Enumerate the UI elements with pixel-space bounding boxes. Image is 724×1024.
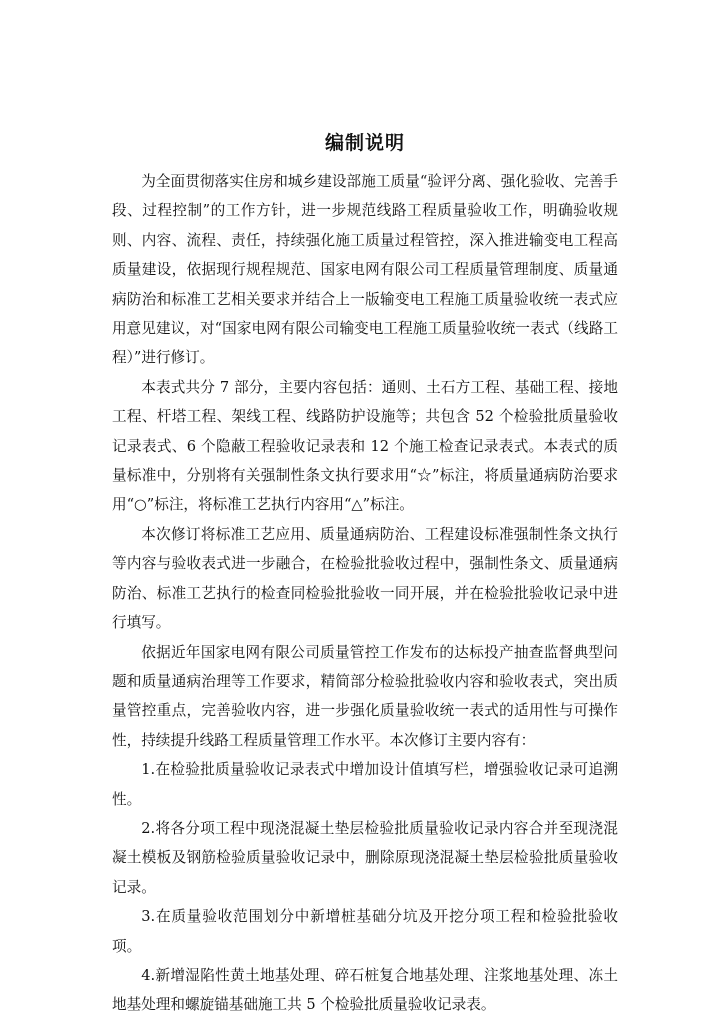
document-page xyxy=(112,128,618,1020)
paragraph-scope: 本表式共分 7 部分，主要内容包括：通则、土石方工程、基础工程、接地工程、杆塔工程、架线工程、线路防护设施等；共包含 52 个检验批质量验收记录表式、6 个隐蔽工程验收记录表和 12 个施工检查记录表式。本表式的质量标准中，分别将有关强制性条文执行要求用“☆”标注，将质量通病防治要求用“○”标注，将标准工艺执行内容用“△”标注。 xyxy=(112,378,618,514)
paragraph-item-1: 1.在检验批质量验收记录表式中增加设计值填写栏，增强验收记录可追溯性。 xyxy=(112,761,618,808)
document-title: 编制说明 xyxy=(324,132,405,154)
paragraph-item-3: 3.在质量验收范围划分中新增桩基础分坑及开挖分项工程和检验批验收项。 xyxy=(112,908,618,955)
paragraph-intro: 为全面贯彻落实住房和城乡建设部施工质量“验评分离、强化验收、完善手段、过程控制”的工作方针，进一步规范线路工程质量验收工作，明确验收规则、内容、流程、责任，持续强化施工质量过程管控，深入推进输变电工程高质量建设，依据现行规程规范、国家电网有限公司工程质量管理制度、质量通病防治和标准工艺相关要求并结合上一版输变电工程施工质量验收统一表式应用意见建议，对“国家电网有限公司输变电工程施工质量验收统一表式（线路工程）”进行修订。 xyxy=(112,173,618,367)
paragraph-revision-basis: 依据近年国家电网有限公司质量管控工作发布的达标投产抽查监督典型问题和质量通病治理等工作要求，精简部分检验批验收内容和验收表式，突出质量管控重点，完善验收内容，进一步强化质量验收统一表式的适用性与可操作性，持续提升线路工程质量管理工作水平。本次修订主要内容有： xyxy=(112,643,618,749)
paragraph-revision-integration: 本次修订将标准工艺应用、质量通病防治、工程建设标准强制性条文执行等内容与验收表式进一步融合，在检验批验收过程中，强制性条文、质量通病防治、标准工艺执行的检查同检验批验收一同开展，并在检验批验收记录中进行填写。 xyxy=(112,525,618,632)
paragraph-item-2: 2.将各分项工程中现浇混凝土垫层检验批质量验收记录内容合并至现浇混凝土模板及钢筋检验质量验收记录中，删除原现浇混凝土垫层检验批质量验收记录。 xyxy=(112,819,618,896)
paragraph-item-4: 4.新增湿陷性黄土地基处理、碎石桩复合地基处理、注浆地基处理、冻土地基处理和螺旋锚基础施工共 5 个检验批质量验收记录表。 xyxy=(112,966,618,1014)
